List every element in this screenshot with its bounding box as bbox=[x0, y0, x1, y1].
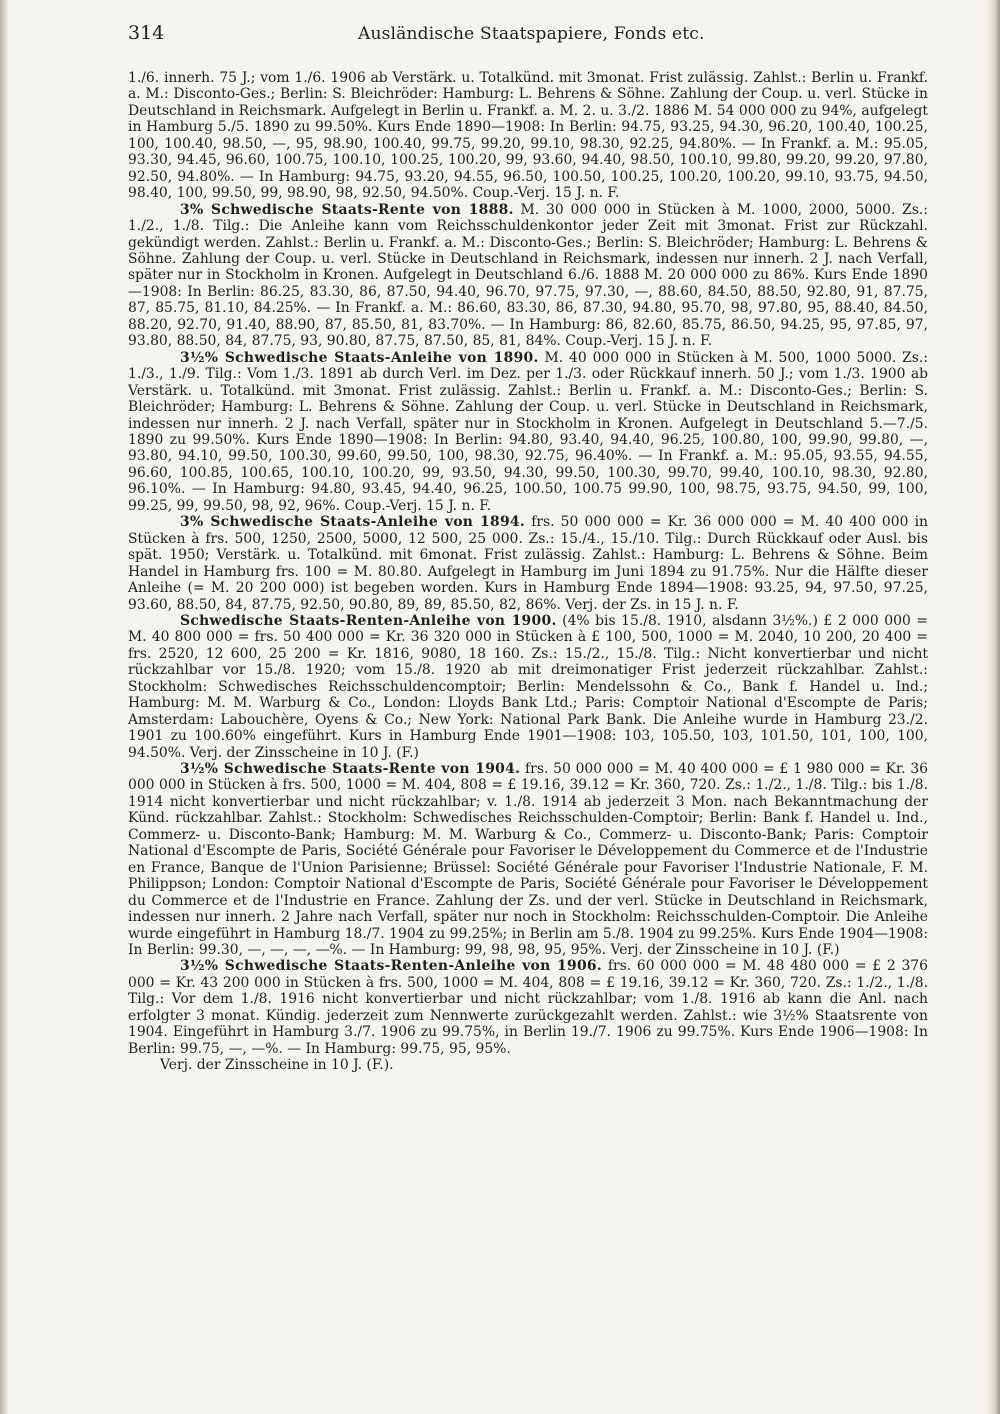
entry-continuation bbox=[128, 70, 928, 202]
entry-heading: 3% Schwedische Staats-Rente von 1888. bbox=[180, 201, 514, 218]
page-number: 314 bbox=[128, 22, 165, 44]
page-body bbox=[128, 70, 928, 1074]
entry-heading: 3½% Schwedische Staats-Renten-Anleihe von 1906. bbox=[180, 958, 603, 975]
entry-text: frs. 60 000 000 = M. 48 480 000 = £ 2 376 000 = Kr. 43 200 000 in Stücken à frs. 500, 1000 = M. 404, 808 = £ 19.16, 39.12 = Kr. 360, 720. Zs.: 1./2., 1./8. Tilg.: Vor dem 1./8. 1916 nicht konvertierbar und nicht rückzahlbar; vom 1./8. 1916 ab kann die Anl. nach erfolgter 3 monat. Kündig. jederzeit zum Nennwerte zurückgezahlt werden. Zahlst.: wie 3½% Staatsrente von 1904. Eingeführt in Hamburg 3./7. 1906 zu 99.75%, in Berlin 19./7. 1906 zu 99.75%. Kurs Ende 1906—1908: In Berlin: 99.75, —, —%. — In Hamburg: 99.75, 95, 95%. bbox=[128, 958, 928, 1057]
entry-renten-anleihe-1900 bbox=[128, 613, 928, 761]
entry-renten-anleihe-1906 bbox=[128, 958, 928, 1057]
entry-text: M. 40 000 000 in Stücken à M. 500, 1000 5000. Zs.: 1./3., 1./9. Tilg.: Vom 1./3. 1891 ab durch Verl. im Dez. per 1./3. oder Rückkauf innerh. 50 J.; vom 1./3. 1900 ab Verstärk. u. Totalkünd. mit 3monat. Frist zulässig. Zahlst.: Berlin u. Frankf. a. M.: Disconto-Ges.; Berlin: S. Bleichröder; Hamburg: L. Behrens & Söhne. Zahlung der Coup. u. verl. Stücke in Deutschland in Reichsmark, indessen nur innerh. 2 J. nach Verfall, später nur in Stockholm in Kronen. Aufgelegt in Deutschland 5.—7./5. 1890 zu 99.50%. Kurs Ende 1890—1908: In Berlin: 94.80, 93.40, 94.40, 96.25, 100.80, 100, 99.90, 99.80, —, 93.80, 94.10, 99.50, 100.30, 99.60, 99.50, 100, 98.30, 92.75, 96.40%. — In Frankf. a. M.: 95.05, 93.55, 94.55, 96.60, 100.85, 100.65, 100.10, 100.20, 99, 93.50, 94.30, 99.50, 100.30, 99.70, 99.40, 100.10, 98.30, 92.80, 96.10%. — In Hamburg: 94.80, 93.45, 94.40, 96.25, 100.50, 100.75 99.90, 100, 98.75, 93.75, 94.50, 99, 100, 99.25, 99, 99.50, 98, 92, 96%. Coup.-Verj. 15 J. n. F. bbox=[128, 349, 929, 514]
entry-text: frs. 50 000 000 = Kr. 36 000 000 = M. 40 400 000 in Stücken à frs. 500, 1250, 2500, 5000, 12 500, 25 000. Zs.: 15./4., 15./10. Tilg.: Durch Rückkauf oder Ausl. bis spät. 1950; Verstärk. u. Totalkünd. mit 6monat. Frist zulässig. Zahlst.: Hamburg: L. Behrens & Söhne. Beim Handel in Hamburg frs. 100 = M. 80.80. Aufgelegt in Hamburg im Juni 1894 zu 91.75%. Nur die Hälfte dieser Anleihe (= M. 20 200 000) ist begeben worden. Kurs in Hamburg Ende 1894—1908: 93.25, 94, 97.50, 97.25, 93.60, 88.50, 84, 87.75, 92.50, 90.80, 89, 89, 85.50, 82, 86%. Verj. der Zs. in 15 J. n. F. bbox=[128, 514, 928, 613]
page-edge-right bbox=[986, 0, 1000, 1414]
entry-text: 1./6. innerh. 75 J.; vom 1./6. 1906 ab Verstärk. u. Totalkünd. mit 3monat. Frist zulässig. Zahlst.: Berlin u. Frankf. a. M.: Disconto-Ges.; Berlin: S. Bleichröder: Hamburg: L. Behrens & Söhne. Zahlung der Coup. u. verl. Stücke in Deutschland in Reichsmark. Aufgelegt in Berlin u. Frankf. a. M. 2. u. 3./2. 1886 M. 54 000 000 zu 94%, aufgelegt in Hamburg 5./5. 1890 zu 99.50%. Kurs Ende 1890—1908: In Berlin: 94.75, 93.25, 94.30, 96.20, 100.40, 100.25, 100, 100.40, 98.50, —, 95, 98.90, 100.40, 99.75, 99.20, 99.10, 98.30, 92.25, 94.80%. — In Frankf. a. M.: 95.05, 93.30, 94.45, 96.60, 100.75, 100.10, 100.25, 100.20, 99, 93.60, 94.40, 98.50, 100.10, 99.80, 99.20, 99.20, 97.80, 92.50, 94.80%. — In Hamburg: 94.75, 93.20, 94.55, 96.50, 100.50, 100.25, 100.20, 100.20, 99.10, 93.75, 94.50, 98.40, 100, 99.50, 99, 98.90, 98, 92.50, 94.50%. Coup.-Verj. 15 J. n. F. bbox=[128, 70, 928, 202]
entry-heading: 3½% Schwedische Staats-Anleihe von 1890. bbox=[180, 349, 539, 366]
entry-staats-anleihe-1894 bbox=[128, 514, 928, 613]
entry-heading: 3½% Schwedische Staats-Rente von 1904. bbox=[180, 761, 521, 778]
entry-staats-anleihe-1890 bbox=[128, 350, 928, 515]
entry-text: (4% bis 15./8. 1910, alsdann 3½%.) £ 2 000 000 = M. 40 800 000 = frs. 50 400 000 = Kr. 36 320 000 in Stücken à £ 100, 500, 1000 = M. 2040, 10 200, 20 400 = frs. 2520, 12 600, 25 200 = Kr. 1816, 9080, 18 160. Zs.: 15./2., 15./8. Tilg.: Nicht konvertierbar und nicht rückzahlbar vor 15./8. 1920; vom 15./8. 1920 ab mit dreimonatiger Frist jederzeit rückzahlbar. Zahlst.: Stockholm: Schwedisches Reichsschuldencomptoir; Berlin: Mendelssohn & Co., Bank f. Handel u. Ind.; Hamburg: M. M. Warburg & Co., London: Lloyds Bank Ltd.; Paris: Comptoir National d'Escompte de Paris; Amsterdam: Labouchère, Oyens & Co.; New York: National Park Bank. Die Anleihe wurde in Hamburg 23./2. 1901 zu 100.60% eingeführt. Kurs in Hamburg Ende 1901—1908: 103, 105.50, 103, 101.50, 101, 100, 100, 94.50%. Verj. der Zinsscheine in 10 J. (F.) bbox=[128, 612, 928, 761]
entry-staats-rente-1904 bbox=[128, 761, 928, 958]
entry-heading: Schwedische Staats-Renten-Anleihe von 1900. bbox=[180, 612, 557, 629]
running-title: Ausländische Staatspapiere, Fonds etc. bbox=[358, 24, 705, 44]
entry-text: frs. 50 000 000 = M. 40 400 000 = £ 1 980 000 = Kr. 36 000 000 in Stücken à frs. 500, 1000 = M. 404, 808 = £ 19.16, 39.12 = Kr. 360, 720. Zs.: 1./2., 1./8. Tilg.: bis 1./8. 1914 nicht konvertierbar und nicht rückzahlbar; v. 1./8. 1914 ab jederzeit 3 Mon. nach Bekanntmachung der Künd. rückzahlbar. Zahlst.: Stockholm: Schwedisches Reichsschulden-Comptoir; Berlin: Bank f. Handel u. Ind., Commerz- u. Disconto-Bank; Hamburg: M. M. Warburg & Co., Commerz- u. Disconto-Bank; Paris: Comptoir National d'Escompte de Paris, Société Générale pour Favoriser le Développement du Commerce et de l'Industrie en France, Banque de l'Union Parisienne; Brüssel: Société Générale pour Favoriser l'Industrie Nationale, F. M. Philippson; London: Comptoir National d'Escompte de Paris, Société Générale pour Favoriser le Développement du Commerce et de l'Industrie en France. Zahlung der Zs. und der verl. Stücke in Deutschland in Reichsmark, indessen nur innerh. 2 Jahre nach Verfall, später nur noch in Stockholm: Reichsschulden-Comptoir. Die Anleihe wurde eingeführt in Hamburg 18./7. 1904 zu 99.25%; in Berlin am 5./8. 1904 zu 99.25%. Kurs Ende 1904—1908: In Berlin: 99.30, —, —, —, —%. — In Hamburg: 99, 98, 98, 95, 95%. Verj. der Zinsscheine in 10 J. (F.) bbox=[128, 761, 928, 959]
closing-note: Verj. der Zinsscheine in 10 J. (F.). bbox=[160, 1057, 394, 1074]
page-edge-left bbox=[0, 0, 8, 1414]
entry-staats-rente-1888 bbox=[128, 202, 928, 350]
page-header bbox=[128, 22, 928, 52]
entry-text: M. 30 000 000 in Stücken à M. 1000, 2000, 5000. Zs.: 1./2., 1./8. Tilg.: Die Anleihe kann vom Reichsschuldenkontor jeder Zeit mit 3monat. Frist zur Rückzahl. gekündigt werden. Zahlst.: Berlin u. Frankf. a. M.: Disconto-Ges.; Berlin: S. Bleichröder; Hamburg: L. Behrens & Söhne. Zahlung der Coup. u. verl. Stücke in Deutschland in Reichsmark, indessen nur innerh. 2 J. nach Verfall, später nur in Stockholm in Kronen. Aufgelegt in Deutschland 6./6. 1888 M. 20 000 000 zu 86%. Kurs Ende 1890—1908: In Berlin: 86.25, 83.30, 86, 87.50, 94.40, 96.70, 97.75, 97.30, —, 88.60, 84.50, 88.50, 92.80, 91, 87.75, 87, 85.75, 81.10, 84.25%. — In Frankf. a. M.: 86.60, 83.30, 86, 87.30, 94.80, 95.70, 98, 97.80, 95, 88.40, 84.50, 88.20, 92.70, 91.40, 88.90, 87, 85.50, 81, 83.70%. — In Hamburg: 86, 82.60, 85.75, 86.50, 94.25, 95, 97.85, 97, 93.80, 88.50, 84, 87.75, 93, 90.80, 87.75, 87.50, 85, 81, 84%. Coup.-Verj. 15 J. n. F. bbox=[128, 201, 928, 350]
entry-heading: 3% Schwedische Staats-Anleihe von 1894. bbox=[180, 514, 526, 531]
